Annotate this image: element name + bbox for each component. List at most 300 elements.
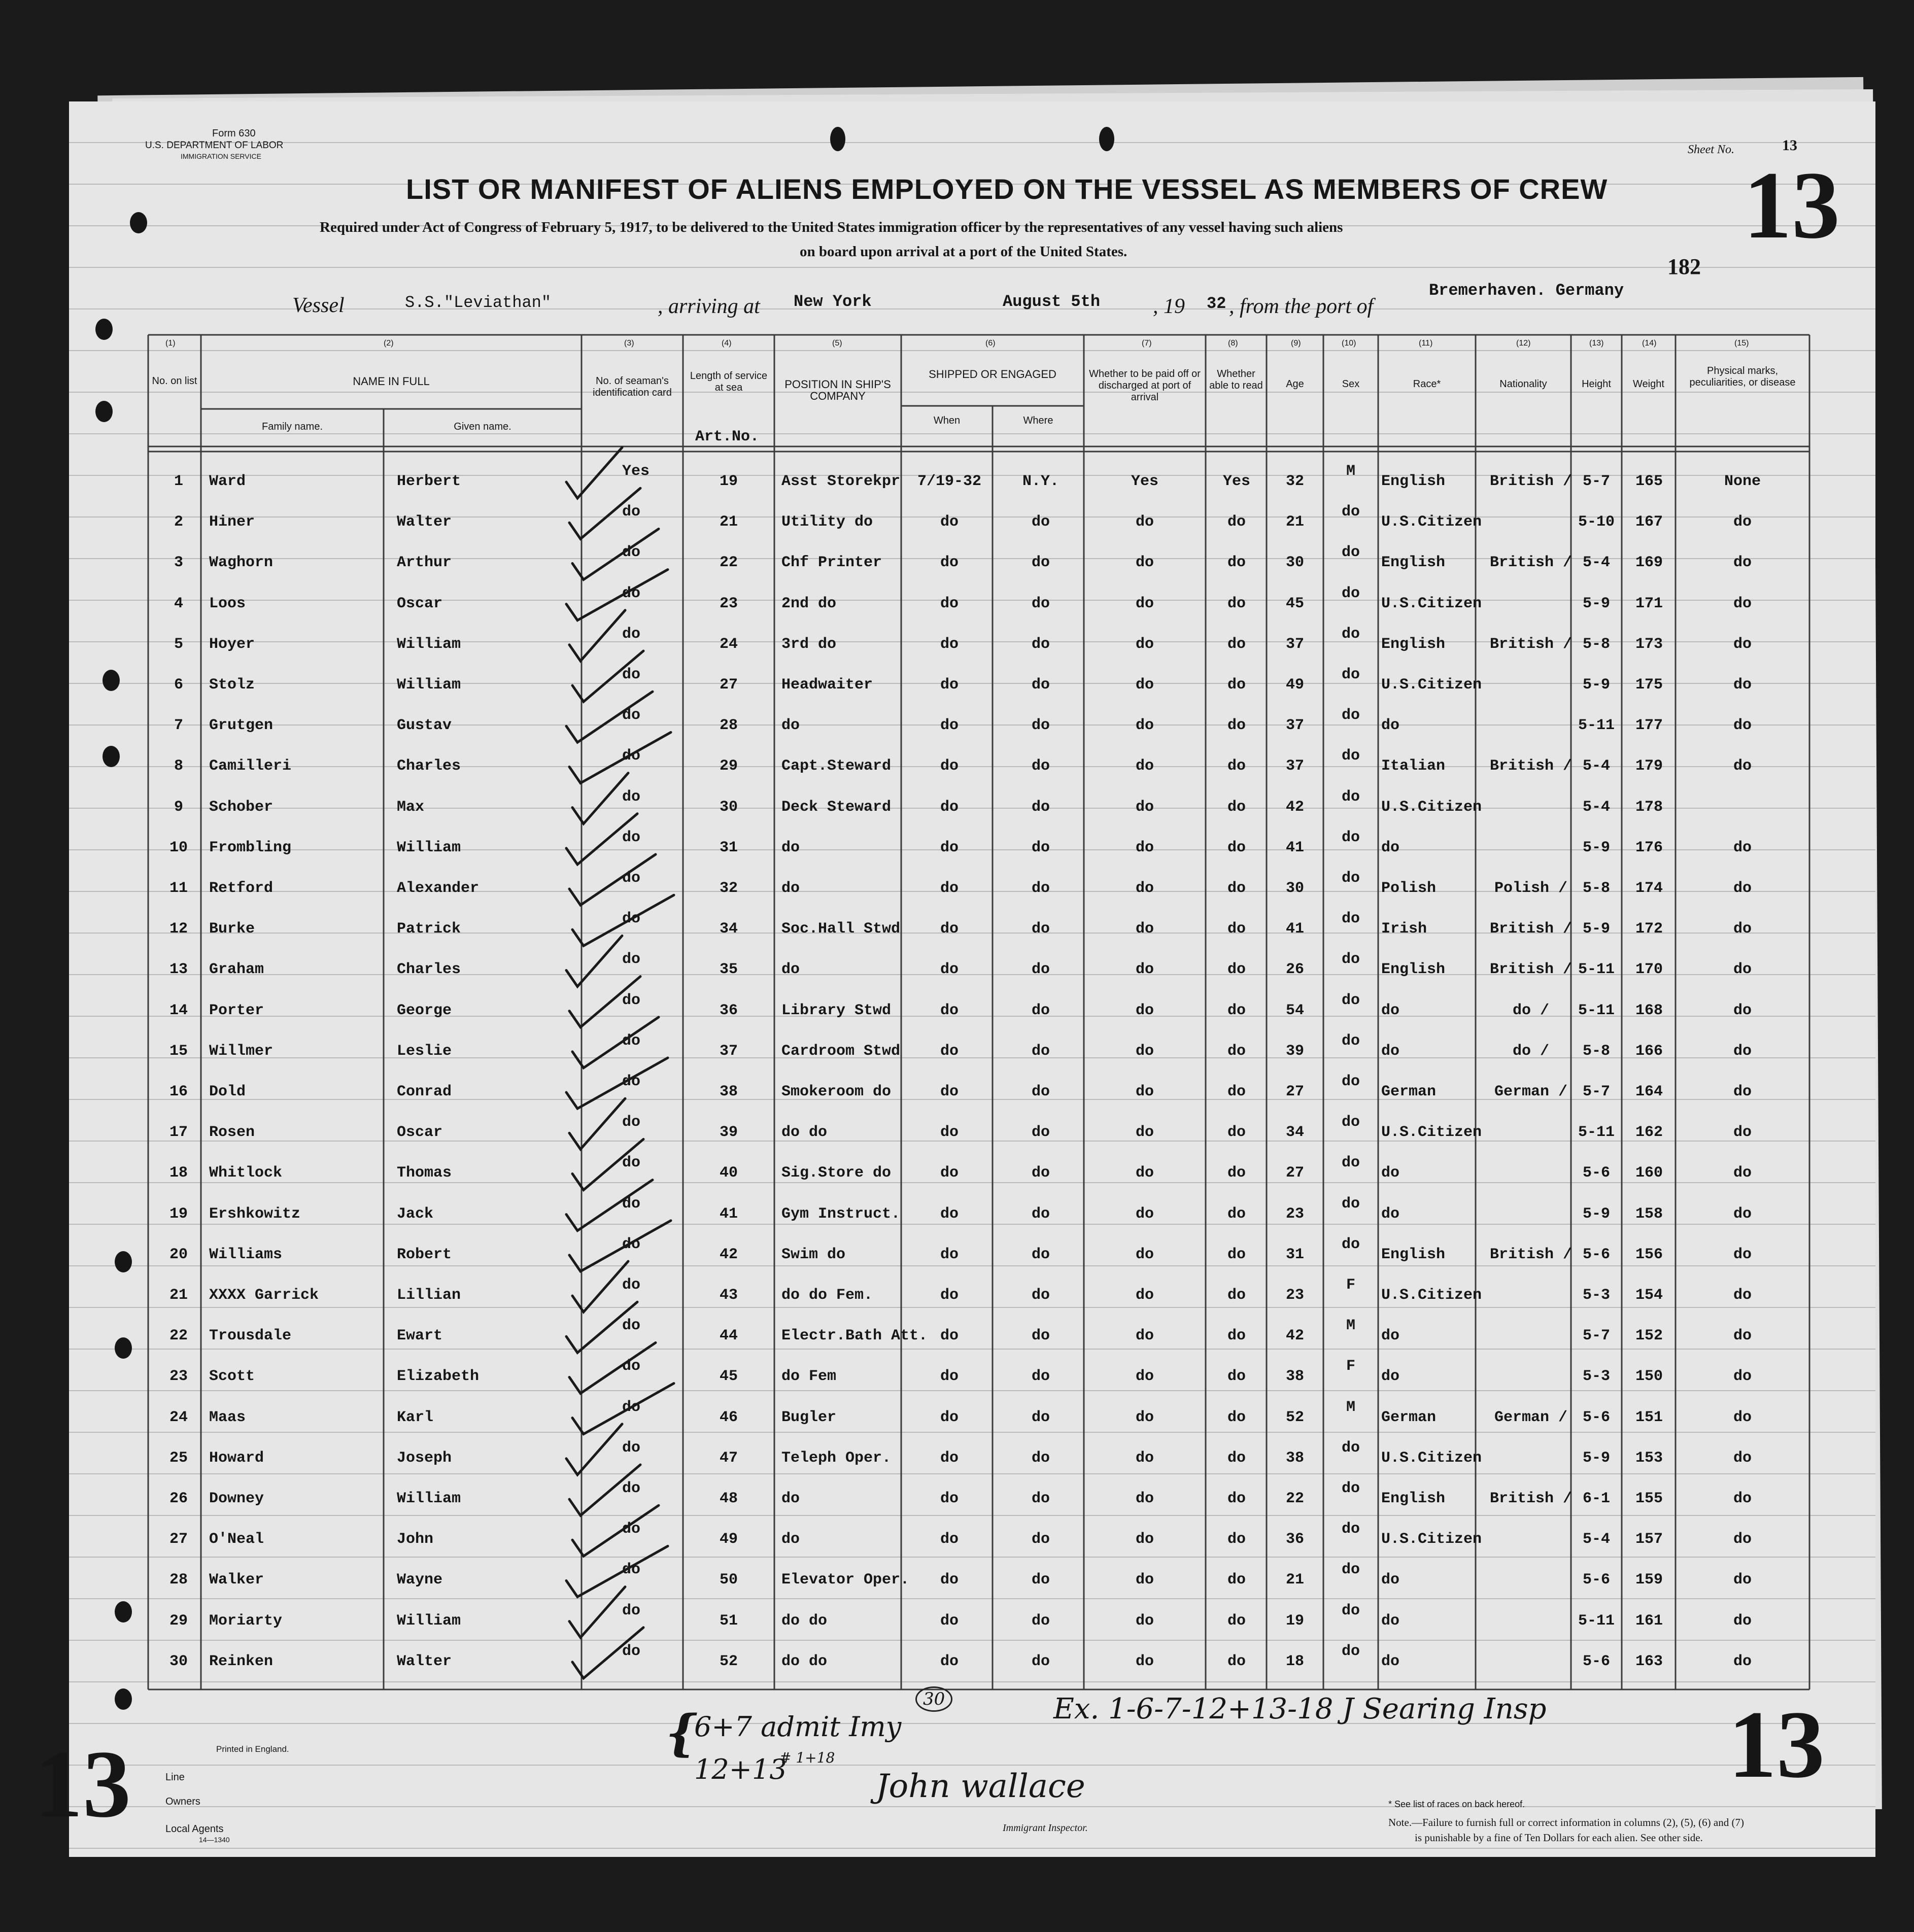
- physical-marks: do: [1733, 1368, 1752, 1386]
- weight: 168: [1635, 1002, 1663, 1019]
- height: 5-4: [1582, 554, 1610, 572]
- physical-marks: do: [1733, 961, 1752, 979]
- engaged-when: do: [940, 1287, 959, 1304]
- engaged-where: do: [1031, 595, 1050, 612]
- engaged-where: do: [1031, 1083, 1050, 1100]
- sex: do: [1341, 1073, 1360, 1090]
- able-to-read: do: [1227, 1083, 1246, 1100]
- id-card: do: [622, 707, 641, 724]
- sex: do: [1341, 625, 1360, 643]
- nationality: British /: [1489, 1246, 1573, 1263]
- printed-in-label: Printed in England.: [216, 1744, 289, 1754]
- height: 5-6: [1582, 1571, 1610, 1589]
- age: 31: [1285, 1246, 1304, 1263]
- paid-off: do: [1135, 1083, 1154, 1100]
- given-name: Oscar: [397, 1124, 443, 1142]
- physical-marks: do: [1733, 1490, 1752, 1507]
- ship-position: Gym Instruct.: [781, 1205, 901, 1223]
- punch-hole: [115, 1251, 132, 1272]
- engaged-where: do: [1031, 839, 1050, 856]
- ship-position: do: [781, 839, 800, 856]
- physical-marks: do: [1733, 1205, 1752, 1223]
- ship-position: do: [781, 717, 800, 735]
- physical-marks: do: [1733, 1042, 1752, 1060]
- ship-position: do: [781, 961, 800, 979]
- column-number: (8): [1228, 339, 1238, 348]
- family-name: Stolz: [209, 676, 255, 694]
- ship-position: Elevator Oper.: [781, 1571, 910, 1589]
- age: 38: [1285, 1449, 1304, 1467]
- id-card: do: [622, 666, 641, 683]
- able-to-read: do: [1227, 961, 1246, 979]
- weight: 164: [1635, 1083, 1663, 1100]
- row-number: 21: [169, 1287, 188, 1304]
- able-to-read: do: [1227, 1612, 1246, 1630]
- age: 30: [1285, 554, 1304, 572]
- id-card: do: [622, 1642, 641, 1660]
- arrival-port: New York: [794, 292, 872, 311]
- height: 5-9: [1582, 839, 1610, 856]
- paid-off: do: [1135, 1327, 1154, 1345]
- paid-off: do: [1135, 1408, 1154, 1426]
- header-id-card: No. of seaman's identification card: [593, 375, 672, 398]
- ship-position: Swim do: [781, 1246, 846, 1263]
- family-name: Maas: [209, 1408, 246, 1426]
- physical-marks: do: [1733, 1124, 1752, 1142]
- stamp-sub-number: 182: [1667, 254, 1701, 279]
- brace-mark: {: [666, 1704, 697, 1762]
- id-card: do: [622, 1602, 641, 1619]
- weight: 155: [1635, 1490, 1663, 1507]
- height: 5-9: [1582, 1205, 1610, 1223]
- weight: 167: [1635, 513, 1663, 531]
- nationality: do /: [1512, 1002, 1549, 1019]
- column-number: (12): [1516, 339, 1531, 348]
- age: 19: [1285, 1612, 1304, 1630]
- check-mark: [572, 773, 628, 824]
- sex: do: [1341, 1480, 1360, 1497]
- race: U.S.Citizen: [1381, 595, 1482, 612]
- engaged-when: do: [940, 798, 959, 816]
- paid-off: do: [1135, 554, 1154, 572]
- id-card: do: [622, 544, 641, 562]
- sex: do: [1341, 870, 1360, 887]
- engaged-where: do: [1031, 1531, 1050, 1548]
- race: do: [1381, 717, 1400, 735]
- given-name: William: [397, 1490, 461, 1507]
- family-name: Whitlock: [209, 1164, 283, 1182]
- nationality: British /: [1489, 757, 1573, 775]
- id-card: do: [622, 829, 641, 846]
- id-card: do: [622, 1235, 641, 1253]
- owners-label: Owners: [165, 1796, 200, 1807]
- column-number: (9): [1291, 339, 1301, 348]
- race: do: [1381, 1652, 1400, 1670]
- header-position: POSITION IN SHIP'S COMPANY: [784, 378, 891, 402]
- engaged-when: do: [940, 1002, 959, 1019]
- engaged-where: do: [1031, 554, 1050, 572]
- able-to-read: do: [1227, 1002, 1246, 1019]
- weight: 162: [1635, 1124, 1663, 1142]
- id-card: do: [622, 1032, 641, 1050]
- physical-marks: do: [1733, 1449, 1752, 1467]
- family-name: O'Neal: [209, 1531, 264, 1548]
- sex: do: [1341, 1195, 1360, 1213]
- paid-off: do: [1135, 757, 1154, 775]
- punch-hole: [115, 1337, 132, 1359]
- physical-marks: do: [1733, 554, 1752, 572]
- service-length: 52: [719, 1652, 738, 1670]
- weight: 150: [1635, 1368, 1663, 1386]
- weight: 174: [1635, 880, 1663, 897]
- age: 27: [1285, 1164, 1304, 1182]
- row-number: 7: [174, 717, 183, 735]
- ship-position: Smokeroom do: [781, 1083, 892, 1100]
- id-card: do: [622, 584, 641, 602]
- family-name: Grutgen: [209, 717, 274, 735]
- sex: M: [1346, 1317, 1355, 1335]
- family-name: Scott: [209, 1368, 255, 1386]
- height: 5-6: [1582, 1164, 1610, 1182]
- service-length: 23: [719, 595, 738, 612]
- engaged-where: do: [1031, 635, 1050, 653]
- handwritten-note-rows: 12+13: [694, 1753, 787, 1785]
- height: 5-4: [1582, 798, 1610, 816]
- sex: F: [1346, 1276, 1355, 1294]
- paid-off: do: [1135, 1490, 1154, 1507]
- nationality: British /: [1489, 920, 1573, 938]
- physical-marks: do: [1733, 1531, 1752, 1548]
- manifest-subtitle-2: on board upon arrival at a port of the United States.: [800, 244, 1127, 260]
- family-name: Burke: [209, 920, 255, 938]
- sex: M: [1346, 463, 1355, 480]
- physical-marks: do: [1733, 595, 1752, 612]
- row-number: 11: [169, 880, 188, 897]
- engaged-where: do: [1031, 1612, 1050, 1630]
- height: 5-4: [1582, 1531, 1610, 1548]
- height: 5-7: [1582, 1327, 1610, 1345]
- ship-position: do Fem: [781, 1368, 837, 1386]
- age: 34: [1285, 1124, 1304, 1142]
- age: 26: [1285, 961, 1304, 979]
- sex: do: [1341, 991, 1360, 1009]
- paid-off: do: [1135, 717, 1154, 735]
- ship-position: Sig.Store do: [781, 1164, 892, 1182]
- able-to-read: do: [1227, 1652, 1246, 1670]
- ship-position: do do: [781, 1124, 828, 1142]
- check-marks: [69, 101, 1875, 1857]
- engaged-when: do: [940, 1124, 959, 1142]
- manifest-page: [35, 101, 1875, 1857]
- sex: do: [1341, 1642, 1360, 1660]
- family-name: Reinken: [209, 1652, 274, 1670]
- race: English: [1381, 473, 1446, 490]
- engaged-when: do: [940, 961, 959, 979]
- given-name: Robert: [397, 1246, 452, 1263]
- given-name: William: [397, 635, 461, 653]
- age: 45: [1285, 595, 1304, 612]
- ship-position: do do: [781, 1612, 828, 1630]
- sex: do: [1341, 951, 1360, 969]
- engaged-when: do: [940, 757, 959, 775]
- race: English: [1381, 961, 1446, 979]
- id-card: do: [622, 1561, 641, 1579]
- given-name: Gustav: [397, 717, 452, 735]
- ship-position: Headwaiter: [781, 676, 873, 694]
- service-length: 36: [719, 1002, 738, 1019]
- family-name: Walker: [209, 1571, 264, 1589]
- row-number: 3: [174, 554, 183, 572]
- family-name: Dold: [209, 1083, 246, 1100]
- engaged-where: do: [1031, 1408, 1050, 1426]
- service-length: 32: [719, 880, 738, 897]
- sex: do: [1341, 829, 1360, 846]
- sex: do: [1341, 747, 1360, 765]
- row-number: 10: [169, 839, 188, 856]
- engaged-when: do: [940, 1368, 959, 1386]
- id-card: do: [622, 1358, 641, 1375]
- local-agents-label: Local Agents: [165, 1823, 224, 1835]
- column-number: (15): [1734, 339, 1749, 348]
- sex: do: [1341, 544, 1360, 562]
- sex: do: [1341, 1114, 1360, 1131]
- engaged-where: do: [1031, 920, 1050, 938]
- ship-position: do do Fem.: [781, 1287, 873, 1304]
- age: 18: [1285, 1652, 1304, 1670]
- age: 21: [1285, 1571, 1304, 1589]
- sex: do: [1341, 1439, 1360, 1457]
- height: 5-9: [1582, 676, 1610, 694]
- header-when: When: [933, 415, 961, 426]
- paid-off: do: [1135, 595, 1154, 612]
- given-name: Karl: [397, 1408, 434, 1426]
- service-length: 30: [719, 798, 738, 816]
- given-name: Oscar: [397, 595, 443, 612]
- given-name: Jack: [397, 1205, 434, 1223]
- header-family-name: Family name.: [261, 421, 323, 432]
- height: 5-6: [1582, 1408, 1610, 1426]
- weight: 157: [1635, 1531, 1663, 1548]
- weight: 173: [1635, 635, 1663, 653]
- race: do: [1381, 1002, 1400, 1019]
- race: U.S.Citizen: [1381, 798, 1482, 816]
- physical-marks: do: [1733, 1327, 1752, 1345]
- row-number: 2: [174, 513, 183, 531]
- race: do: [1381, 1368, 1400, 1386]
- age: 37: [1285, 635, 1304, 653]
- family-name: Ward: [209, 473, 246, 490]
- ship-position: 2nd do: [781, 595, 837, 612]
- race: do: [1381, 1571, 1400, 1589]
- family-name: Camilleri: [209, 757, 292, 775]
- id-card: do: [622, 910, 641, 928]
- id-card: do: [622, 1073, 641, 1090]
- age: 23: [1285, 1287, 1304, 1304]
- race-footnote: * See list of races on back hereof.: [1388, 1799, 1525, 1809]
- sex: do: [1341, 1235, 1360, 1253]
- service-length: 38: [719, 1083, 738, 1100]
- row-number: 26: [169, 1490, 188, 1507]
- able-to-read: do: [1227, 676, 1246, 694]
- family-name: Retford: [209, 880, 274, 897]
- sex: do: [1341, 1602, 1360, 1619]
- header-age: Age: [1286, 378, 1304, 390]
- race: English: [1381, 1246, 1446, 1263]
- id-card: do: [622, 1521, 641, 1538]
- given-name: Leslie: [397, 1042, 452, 1060]
- given-name: Arthur: [397, 554, 452, 572]
- weight: 166: [1635, 1042, 1663, 1060]
- service-length: 37: [719, 1042, 738, 1060]
- race: U.S.Citizen: [1381, 1124, 1482, 1142]
- weight: 163: [1635, 1652, 1663, 1670]
- engaged-when: do: [940, 1571, 959, 1589]
- header-able-read: Whether able to read: [1209, 368, 1263, 391]
- engaged-when: do: [940, 1205, 959, 1223]
- given-name: Elizabeth: [397, 1368, 480, 1386]
- nationality: German /: [1494, 1083, 1568, 1100]
- height: 5-3: [1582, 1287, 1610, 1304]
- family-name: Porter: [209, 1002, 264, 1019]
- height: 6-1: [1582, 1490, 1610, 1507]
- row-number: 25: [169, 1449, 188, 1467]
- physical-marks: do: [1733, 1571, 1752, 1589]
- given-name: Patrick: [397, 920, 461, 938]
- inspector-signature: John wallace: [876, 1768, 1085, 1805]
- paid-off: do: [1135, 635, 1154, 653]
- check-mark: [572, 1261, 628, 1312]
- able-to-read: do: [1227, 717, 1246, 735]
- engaged-where: do: [1031, 757, 1050, 775]
- row-number: 14: [169, 1002, 188, 1019]
- family-name: Ershkowitz: [209, 1205, 301, 1223]
- service-length: 34: [719, 920, 738, 938]
- column-number: (11): [1419, 339, 1433, 348]
- header-length-service: Length of service at sea: [690, 370, 768, 393]
- able-to-read: Yes: [1222, 473, 1250, 490]
- able-to-read: do: [1227, 1531, 1246, 1548]
- physical-marks: do: [1733, 635, 1752, 653]
- sex: do: [1341, 1032, 1360, 1050]
- service-length: 41: [719, 1205, 738, 1223]
- age: 49: [1285, 676, 1304, 694]
- row-number: 8: [174, 757, 183, 775]
- service-length: 27: [719, 676, 738, 694]
- engaged-where: do: [1031, 717, 1050, 735]
- age: 52: [1285, 1408, 1304, 1426]
- row-number: 29: [169, 1612, 188, 1630]
- height: 5-8: [1582, 1042, 1610, 1060]
- engaged-when: do: [940, 880, 959, 897]
- family-name: Frombling: [209, 839, 292, 856]
- physical-marks: do: [1733, 880, 1752, 897]
- ship-position: Utility do: [781, 513, 873, 531]
- engaged-where: do: [1031, 1124, 1050, 1142]
- able-to-read: do: [1227, 1408, 1246, 1426]
- race: German: [1381, 1408, 1437, 1426]
- column-number: (2): [384, 339, 394, 348]
- height: 5-10: [1578, 513, 1615, 531]
- engaged-where: do: [1031, 1205, 1050, 1223]
- paid-off: do: [1135, 839, 1154, 856]
- engaged-when: do: [940, 1246, 959, 1263]
- physical-marks: do: [1733, 1652, 1752, 1670]
- column-number: (1): [165, 339, 176, 348]
- physical-marks: do: [1733, 757, 1752, 775]
- race: U.S.Citizen: [1381, 1449, 1482, 1467]
- engaged-when: do: [940, 1042, 959, 1060]
- id-card: do: [622, 1114, 641, 1131]
- able-to-read: do: [1227, 635, 1246, 653]
- family-name: Williams: [209, 1246, 283, 1263]
- given-name: Walter: [397, 1652, 452, 1670]
- sex: do: [1341, 707, 1360, 724]
- id-card: do: [622, 1439, 641, 1457]
- arrival-year: 32: [1207, 294, 1226, 313]
- weight: 154: [1635, 1287, 1663, 1304]
- engaged-when: do: [940, 1449, 959, 1467]
- header-paid-off: Whether to be paid off or discharged at port of arrival: [1089, 368, 1201, 403]
- paid-off: do: [1135, 1652, 1154, 1670]
- service-length: 44: [719, 1327, 738, 1345]
- height: 5-6: [1582, 1246, 1610, 1263]
- paid-off: do: [1135, 1042, 1154, 1060]
- column-number: (4): [722, 339, 732, 348]
- family-name: Willmer: [209, 1042, 274, 1060]
- header-art-no: Art.No.: [695, 428, 760, 445]
- family-name: Hiner: [209, 513, 255, 531]
- row-number: 12: [169, 920, 188, 938]
- weight: 171: [1635, 595, 1663, 612]
- sex: do: [1341, 910, 1360, 928]
- weight: 156: [1635, 1246, 1663, 1263]
- family-name: Moriarty: [209, 1612, 283, 1630]
- given-name: William: [397, 1612, 461, 1630]
- handwritten-note-admit: 6+7 admit Imy: [694, 1711, 902, 1743]
- service-length: 31: [719, 839, 738, 856]
- header-sex: Sex: [1342, 378, 1360, 390]
- ship-position: Bugler: [781, 1408, 837, 1426]
- physical-marks: do: [1733, 920, 1752, 938]
- age: 42: [1285, 798, 1304, 816]
- weight: 179: [1635, 757, 1663, 775]
- given-name: Lillian: [397, 1287, 461, 1304]
- age: 27: [1285, 1083, 1304, 1100]
- sex: do: [1341, 584, 1360, 602]
- able-to-read: do: [1227, 920, 1246, 938]
- family-name: XXXX Garrick: [209, 1287, 319, 1304]
- service-length: 47: [719, 1449, 738, 1467]
- paid-off: Yes: [1131, 473, 1158, 490]
- column-number: (14): [1642, 339, 1657, 348]
- age: 37: [1285, 717, 1304, 735]
- age: 23: [1285, 1205, 1304, 1223]
- given-name: Ewart: [397, 1327, 443, 1345]
- weight: 151: [1635, 1408, 1663, 1426]
- engaged-when: do: [940, 1083, 959, 1100]
- form-code: 14—1340: [199, 1836, 230, 1844]
- weight: 169: [1635, 554, 1663, 572]
- nationality: British /: [1489, 961, 1573, 979]
- id-card: do: [622, 951, 641, 969]
- able-to-read: do: [1227, 757, 1246, 775]
- header-no-on-list: No. on list: [152, 375, 197, 387]
- age: 41: [1285, 839, 1304, 856]
- ship-position: do do: [781, 1652, 828, 1670]
- ship-position: do: [781, 1490, 800, 1507]
- id-card: do: [622, 503, 641, 521]
- punch-hole: [1099, 127, 1114, 151]
